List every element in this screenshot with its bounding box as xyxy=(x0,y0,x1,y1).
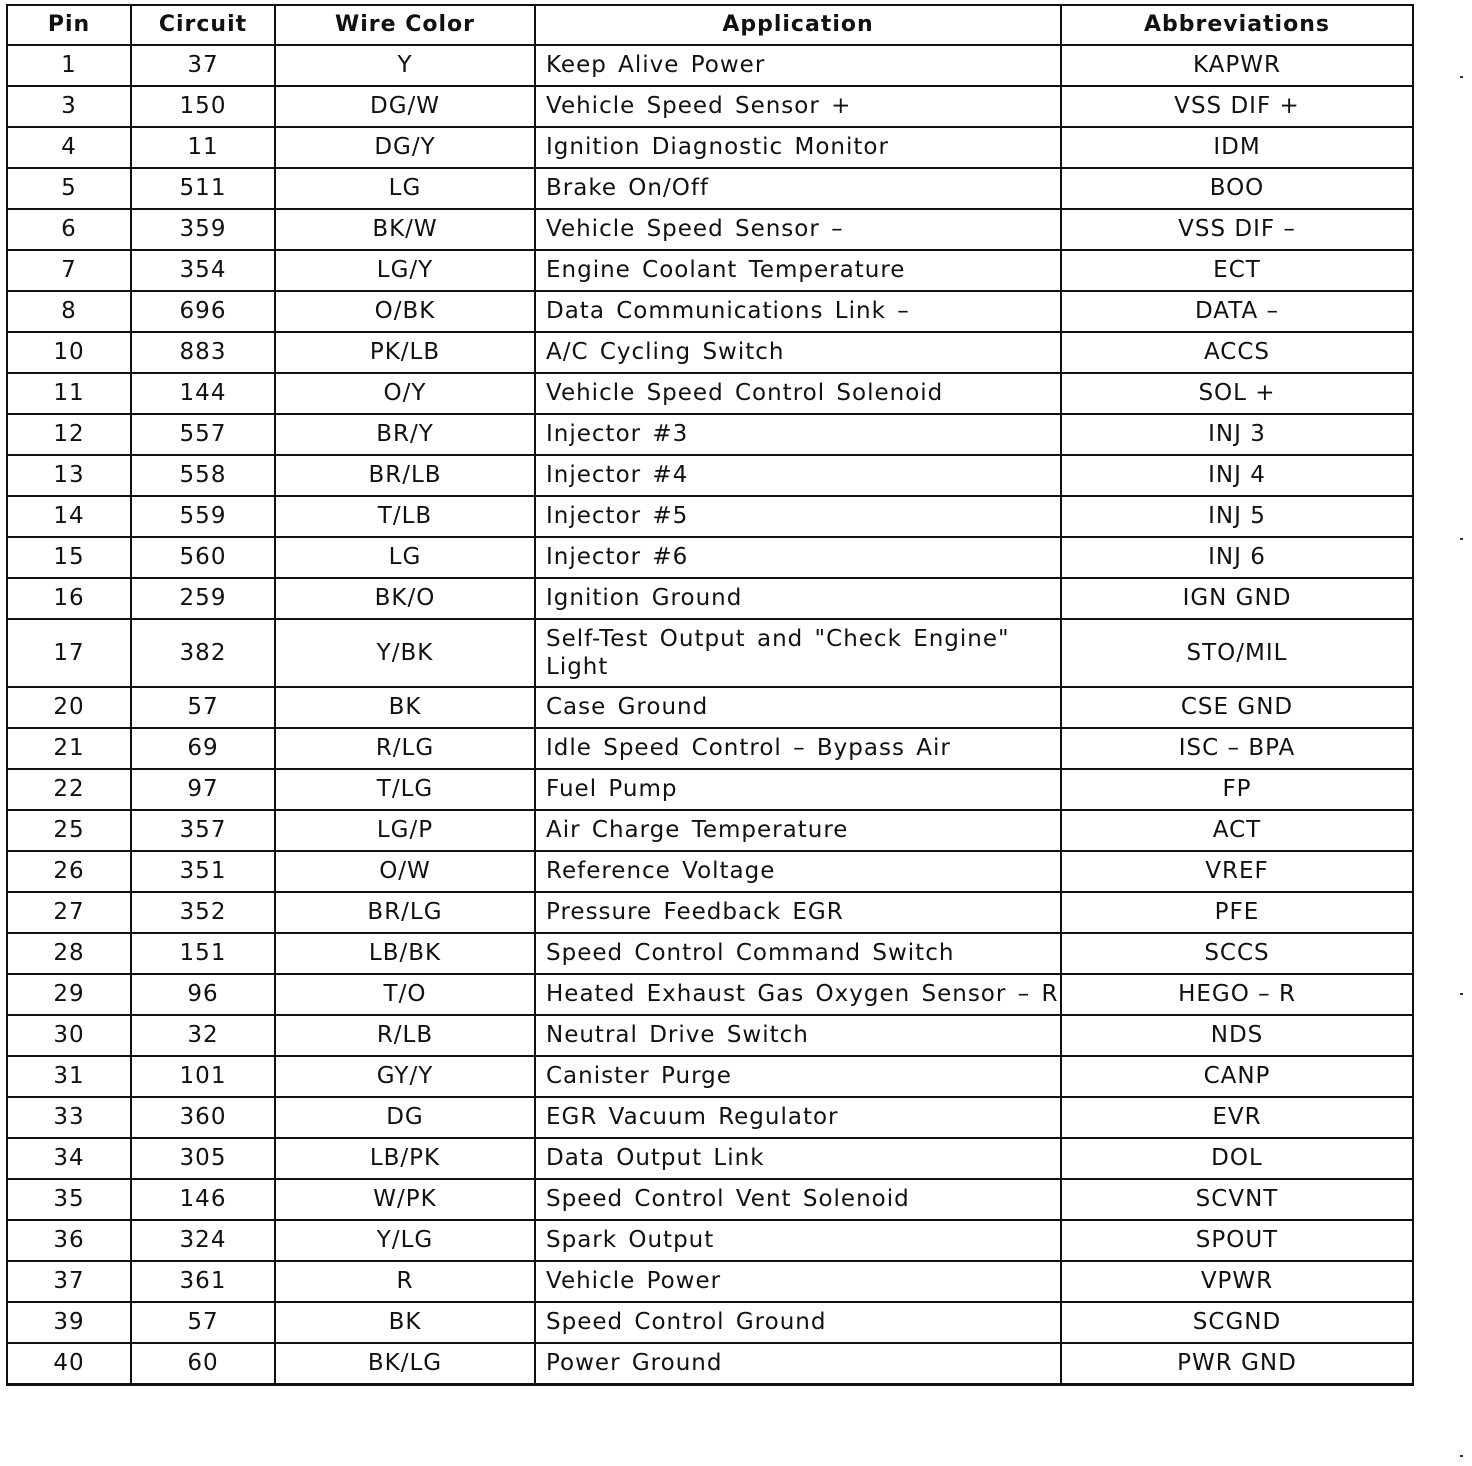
cell-pin: 7 xyxy=(7,250,131,291)
cell-application: Keep Alive Power xyxy=(535,45,1061,86)
cell-pin: 28 xyxy=(7,933,131,974)
table-row xyxy=(7,851,1413,892)
cell-circuit: 511 xyxy=(131,168,275,209)
cell-pin: 15 xyxy=(7,537,131,578)
cell-circuit: 360 xyxy=(131,1097,275,1138)
table-row xyxy=(7,578,1413,619)
cell-wire-color: LG xyxy=(275,168,535,209)
cell-circuit: 150 xyxy=(131,86,275,127)
table-row xyxy=(7,537,1413,578)
cell-wire-color: LG/P xyxy=(275,810,535,851)
table-row xyxy=(7,209,1413,250)
table-row xyxy=(7,1138,1413,1179)
cell-application: Speed Control Command Switch xyxy=(535,933,1061,974)
table-row xyxy=(7,892,1413,933)
cell-abbreviation: FP xyxy=(1061,769,1413,810)
table-row xyxy=(7,810,1413,851)
cell-pin: 36 xyxy=(7,1220,131,1261)
cell-pin: 13 xyxy=(7,455,131,496)
cell-application: Brake On/Off xyxy=(535,168,1061,209)
cell-application: Vehicle Speed Control Solenoid xyxy=(535,373,1061,414)
cell-abbreviation: INJ 4 xyxy=(1061,455,1413,496)
cell-circuit: 305 xyxy=(131,1138,275,1179)
cell-pin: 8 xyxy=(7,291,131,332)
cell-wire-color: W/PK xyxy=(275,1179,535,1220)
cell-application: Neutral Drive Switch xyxy=(535,1015,1061,1056)
cell-wire-color: T/LB xyxy=(275,496,535,537)
table-row xyxy=(7,1343,1413,1385)
cell-application: Ignition Diagnostic Monitor xyxy=(535,127,1061,168)
cell-circuit: 69 xyxy=(131,728,275,769)
cell-abbreviation: STO/MIL xyxy=(1061,619,1413,687)
cell-application: Self-Test Output and "Check Engine" Light xyxy=(535,619,1061,687)
cell-wire-color: R xyxy=(275,1261,535,1302)
cell-wire-color: LB/PK xyxy=(275,1138,535,1179)
cell-wire-color: BK/W xyxy=(275,209,535,250)
cell-abbreviation: SOL + xyxy=(1061,373,1413,414)
cell-abbreviation: INJ 6 xyxy=(1061,537,1413,578)
cell-application: Speed Control Vent Solenoid xyxy=(535,1179,1061,1220)
cell-wire-color: T/LG xyxy=(275,769,535,810)
cell-wire-color: R/LB xyxy=(275,1015,535,1056)
table-row xyxy=(7,1302,1413,1343)
cell-abbreviation: HEGO – R xyxy=(1061,974,1413,1015)
header-pin: Pin xyxy=(7,5,131,45)
table-body xyxy=(7,45,1413,1385)
cell-application: Ignition Ground xyxy=(535,578,1061,619)
cell-application: Power Ground xyxy=(535,1343,1061,1385)
table-row xyxy=(7,769,1413,810)
table-row xyxy=(7,1261,1413,1302)
cell-wire-color: R/LG xyxy=(275,728,535,769)
cell-abbreviation: IGN GND xyxy=(1061,578,1413,619)
cell-pin: 5 xyxy=(7,168,131,209)
table-row xyxy=(7,414,1413,455)
cell-abbreviation: SCVNT xyxy=(1061,1179,1413,1220)
cell-wire-color: O/BK xyxy=(275,291,535,332)
cell-pin: 27 xyxy=(7,892,131,933)
cell-wire-color: DG/W xyxy=(275,86,535,127)
table-row xyxy=(7,1097,1413,1138)
cell-pin: 26 xyxy=(7,851,131,892)
cell-abbreviation: IDM xyxy=(1061,127,1413,168)
header-application: Application xyxy=(535,5,1061,45)
cell-wire-color: BR/LB xyxy=(275,455,535,496)
cell-pin: 6 xyxy=(7,209,131,250)
cell-circuit: 151 xyxy=(131,933,275,974)
cell-abbreviation: ECT xyxy=(1061,250,1413,291)
cell-wire-color: BK/LG xyxy=(275,1343,535,1385)
cell-wire-color: BK xyxy=(275,1302,535,1343)
cell-wire-color: BK/O xyxy=(275,578,535,619)
margin-tick-mark xyxy=(1460,993,1463,995)
cell-abbreviation: PWR GND xyxy=(1061,1343,1413,1385)
cell-application: Speed Control Ground xyxy=(535,1302,1061,1343)
cell-circuit: 354 xyxy=(131,250,275,291)
table-row xyxy=(7,619,1413,687)
cell-pin: 22 xyxy=(7,769,131,810)
cell-application: Injector #6 xyxy=(535,537,1061,578)
cell-abbreviation: NDS xyxy=(1061,1015,1413,1056)
cell-pin: 33 xyxy=(7,1097,131,1138)
table-row xyxy=(7,455,1413,496)
table-row xyxy=(7,687,1413,728)
cell-pin: 30 xyxy=(7,1015,131,1056)
cell-pin: 4 xyxy=(7,127,131,168)
cell-abbreviation: ACCS xyxy=(1061,332,1413,373)
cell-pin: 21 xyxy=(7,728,131,769)
cell-pin: 29 xyxy=(7,974,131,1015)
cell-application: Air Charge Temperature xyxy=(535,810,1061,851)
table-row xyxy=(7,45,1413,86)
cell-pin: 40 xyxy=(7,1343,131,1385)
cell-wire-color: Y/LG xyxy=(275,1220,535,1261)
cell-wire-color: O/Y xyxy=(275,373,535,414)
cell-abbreviation: SPOUT xyxy=(1061,1220,1413,1261)
table-row xyxy=(7,250,1413,291)
table-header xyxy=(7,5,1413,45)
table-row xyxy=(7,496,1413,537)
table-row xyxy=(7,291,1413,332)
cell-circuit: 883 xyxy=(131,332,275,373)
table-row xyxy=(7,1056,1413,1097)
cell-wire-color: GY/Y xyxy=(275,1056,535,1097)
cell-circuit: 357 xyxy=(131,810,275,851)
cell-pin: 12 xyxy=(7,414,131,455)
cell-application: Data Communications Link – xyxy=(535,291,1061,332)
cell-circuit: 359 xyxy=(131,209,275,250)
cell-pin: 1 xyxy=(7,45,131,86)
cell-abbreviation: SCCS xyxy=(1061,933,1413,974)
cell-circuit: 97 xyxy=(131,769,275,810)
cell-application: Canister Purge xyxy=(535,1056,1061,1097)
cell-abbreviation: EVR xyxy=(1061,1097,1413,1138)
cell-wire-color: BK xyxy=(275,687,535,728)
cell-abbreviation: DATA – xyxy=(1061,291,1413,332)
cell-wire-color: T/O xyxy=(275,974,535,1015)
cell-abbreviation: INJ 3 xyxy=(1061,414,1413,455)
cell-wire-color: BR/LG xyxy=(275,892,535,933)
header-abbreviations: Abbreviations xyxy=(1061,5,1413,45)
cell-application: Engine Coolant Temperature xyxy=(535,250,1061,291)
cell-wire-color: Y xyxy=(275,45,535,86)
cell-circuit: 57 xyxy=(131,1302,275,1343)
cell-wire-color: LG/Y xyxy=(275,250,535,291)
table-row xyxy=(7,373,1413,414)
table-row xyxy=(7,974,1413,1015)
cell-application: Case Ground xyxy=(535,687,1061,728)
cell-circuit: 324 xyxy=(131,1220,275,1261)
cell-abbreviation: CANP xyxy=(1061,1056,1413,1097)
table-row xyxy=(7,728,1413,769)
table-row xyxy=(7,1179,1413,1220)
table-row xyxy=(7,332,1413,373)
cell-abbreviation: BOO xyxy=(1061,168,1413,209)
cell-circuit: 60 xyxy=(131,1343,275,1385)
table-row xyxy=(7,933,1413,974)
cell-abbreviation: SCGND xyxy=(1061,1302,1413,1343)
cell-application: Vehicle Speed Sensor + xyxy=(535,86,1061,127)
cell-wire-color: O/W xyxy=(275,851,535,892)
cell-abbreviation: VPWR xyxy=(1061,1261,1413,1302)
cell-circuit: 352 xyxy=(131,892,275,933)
cell-application: EGR Vacuum Regulator xyxy=(535,1097,1061,1138)
cell-wire-color: LB/BK xyxy=(275,933,535,974)
header-wire-color: Wire Color xyxy=(275,5,535,45)
cell-pin: 3 xyxy=(7,86,131,127)
cell-circuit: 101 xyxy=(131,1056,275,1097)
table-row xyxy=(7,127,1413,168)
cell-application: Vehicle Speed Sensor – xyxy=(535,209,1061,250)
table-row xyxy=(7,86,1413,127)
cell-application: Injector #4 xyxy=(535,455,1061,496)
cell-circuit: 559 xyxy=(131,496,275,537)
cell-wire-color: LG xyxy=(275,537,535,578)
cell-wire-color: BR/Y xyxy=(275,414,535,455)
cell-application: Data Output Link xyxy=(535,1138,1061,1179)
cell-wire-color: Y/BK xyxy=(275,619,535,687)
cell-circuit: 144 xyxy=(131,373,275,414)
cell-wire-color: DG/Y xyxy=(275,127,535,168)
cell-pin: 37 xyxy=(7,1261,131,1302)
cell-pin: 17 xyxy=(7,619,131,687)
cell-abbreviation: CSE GND xyxy=(1061,687,1413,728)
margin-tick-mark xyxy=(1460,76,1463,78)
cell-abbreviation: VSS DIF – xyxy=(1061,209,1413,250)
cell-application: Injector #5 xyxy=(535,496,1061,537)
cell-application: Heated Exhaust Gas Oxygen Sensor – R xyxy=(535,974,1061,1015)
cell-application: Reference Voltage xyxy=(535,851,1061,892)
margin-tick-mark xyxy=(1460,1455,1463,1457)
cell-circuit: 351 xyxy=(131,851,275,892)
cell-pin: 11 xyxy=(7,373,131,414)
cell-circuit: 96 xyxy=(131,974,275,1015)
cell-circuit: 11 xyxy=(131,127,275,168)
cell-pin: 25 xyxy=(7,810,131,851)
cell-abbreviation: VSS DIF + xyxy=(1061,86,1413,127)
cell-abbreviation: ACT xyxy=(1061,810,1413,851)
cell-application: Pressure Feedback EGR xyxy=(535,892,1061,933)
cell-application: A/C Cycling Switch xyxy=(535,332,1061,373)
cell-pin: 39 xyxy=(7,1302,131,1343)
cell-circuit: 696 xyxy=(131,291,275,332)
cell-pin: 35 xyxy=(7,1179,131,1220)
cell-circuit: 557 xyxy=(131,414,275,455)
pinout-table xyxy=(6,4,1414,1386)
cell-pin: 34 xyxy=(7,1138,131,1179)
cell-circuit: 558 xyxy=(131,455,275,496)
cell-abbreviation: VREF xyxy=(1061,851,1413,892)
cell-pin: 16 xyxy=(7,578,131,619)
table-row xyxy=(7,1220,1413,1261)
cell-pin: 31 xyxy=(7,1056,131,1097)
cell-pin: 10 xyxy=(7,332,131,373)
cell-circuit: 382 xyxy=(131,619,275,687)
cell-abbreviation: INJ 5 xyxy=(1061,496,1413,537)
cell-application: Injector #3 xyxy=(535,414,1061,455)
cell-circuit: 32 xyxy=(131,1015,275,1056)
cell-pin: 14 xyxy=(7,496,131,537)
cell-abbreviation: PFE xyxy=(1061,892,1413,933)
header-row xyxy=(7,5,1413,45)
cell-abbreviation: DOL xyxy=(1061,1138,1413,1179)
cell-circuit: 146 xyxy=(131,1179,275,1220)
cell-abbreviation: KAPWR xyxy=(1061,45,1413,86)
cell-wire-color: PK/LB xyxy=(275,332,535,373)
cell-pin: 20 xyxy=(7,687,131,728)
cell-application: Idle Speed Control – Bypass Air xyxy=(535,728,1061,769)
header-circuit: Circuit xyxy=(131,5,275,45)
cell-circuit: 560 xyxy=(131,537,275,578)
table-row xyxy=(7,1015,1413,1056)
cell-wire-color: DG xyxy=(275,1097,535,1138)
cell-circuit: 57 xyxy=(131,687,275,728)
cell-abbreviation: ISC – BPA xyxy=(1061,728,1413,769)
cell-circuit: 361 xyxy=(131,1261,275,1302)
table-row xyxy=(7,168,1413,209)
cell-circuit: 259 xyxy=(131,578,275,619)
cell-application: Spark Output xyxy=(535,1220,1061,1261)
cell-application: Vehicle Power xyxy=(535,1261,1061,1302)
margin-tick-mark xyxy=(1460,538,1463,540)
cell-circuit: 37 xyxy=(131,45,275,86)
cell-application: Fuel Pump xyxy=(535,769,1061,810)
